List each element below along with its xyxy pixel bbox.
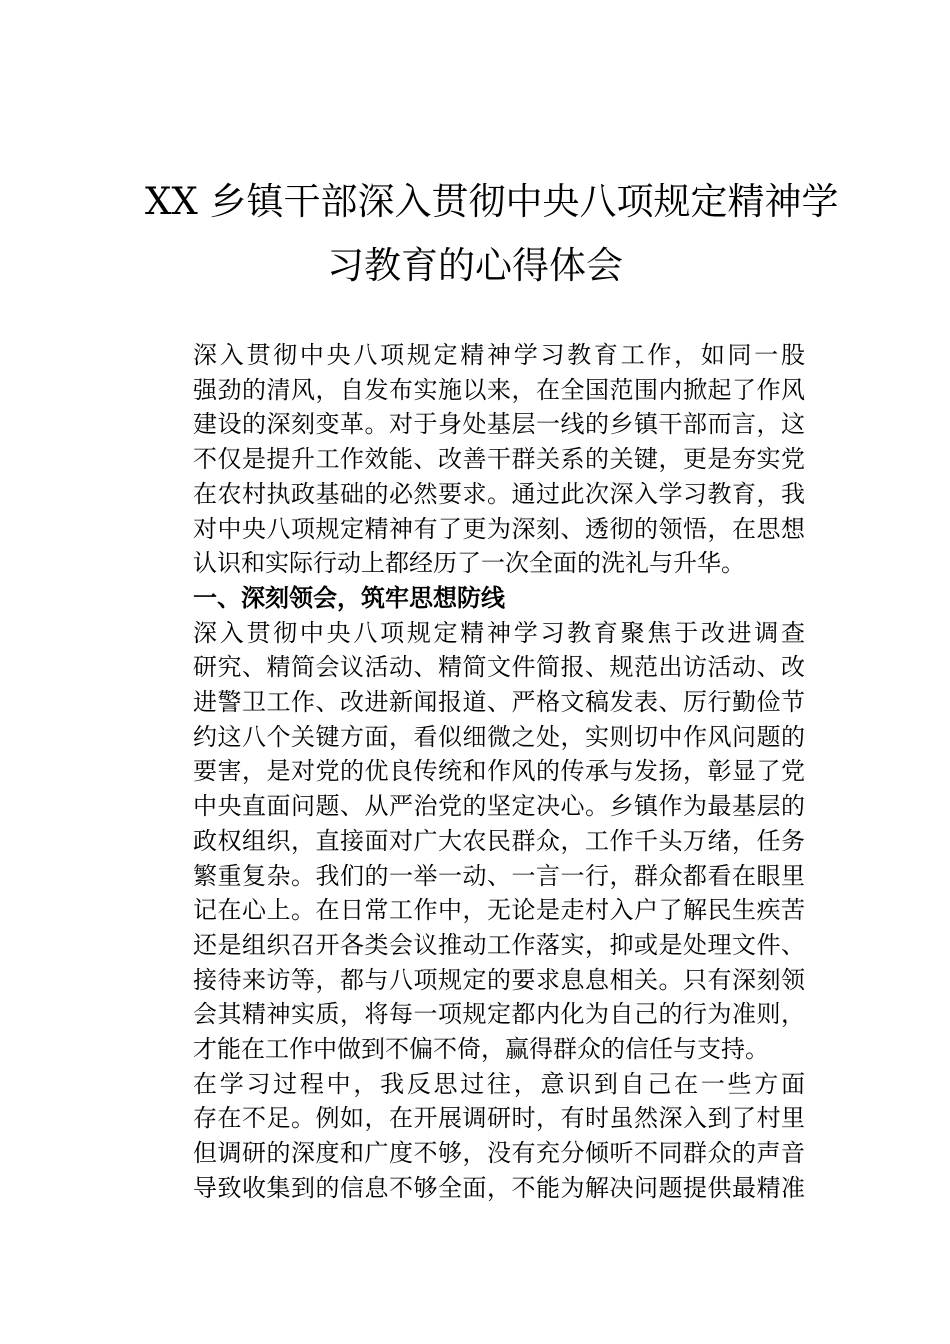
- text-line: 对中央八项规定精神有了更为深刻、透彻的领悟，在思想: [193, 514, 805, 543]
- text-line: 存在不足。例如，在开展调研时，有时虽然深入到了村里: [193, 1104, 805, 1133]
- text-line: 强劲的清风，自发布实施以来，在全国范围内掀起了作风: [193, 375, 805, 404]
- text-line: 深入贯彻中央八项规定精神学习教育工作，如同一股: [193, 341, 805, 369]
- text-line: 在农村执政基础的必然要求。通过此次深入学习教育，我: [193, 479, 805, 508]
- text-line: 导致收集到的信息不够全面，不能为解决问题提供最精准: [193, 1173, 805, 1202]
- text-line: 繁重复杂。我们的一举一动、一言一行，群众都看在眼里: [193, 861, 805, 890]
- text-line: 会其精神实质，将每一项规定都内化为自己的行为准则，: [193, 1000, 805, 1029]
- text-line: 深入贯彻中央八项规定精神学习教育聚焦于改进调查: [193, 618, 805, 647]
- title-line-2: 习教育的心得体会: [327, 244, 623, 287]
- text-line: 研究、精简会议活动、精简文件简报、规范出访活动、改: [193, 653, 805, 682]
- text-line: 认识和实际行动上都经历了一次全面的洗礼与升华。: [193, 549, 745, 578]
- paragraph-reflection: [145, 1067, 805, 1206]
- document-title: [145, 170, 839, 298]
- section-heading: 一、深刻领会，筑牢思想防线: [193, 583, 505, 612]
- text-line: 约这八个关键方面，看似细微之处，实则切中作风问题的: [193, 722, 805, 751]
- title-line-1: XX 乡镇干部深入贯彻中央八项规定精神学: [145, 180, 839, 223]
- document-body: [145, 338, 805, 1206]
- text-line: 政权组织，直接面对广大农民群众，工作千头万绪，任务: [193, 826, 805, 855]
- text-line: 还是组织召开各类会议推动工作落实，抑或是处理文件、: [193, 930, 805, 959]
- text-line: 进警卫工作、改进新闻报道、严格文稿发表、厉行勤俭节: [193, 688, 805, 717]
- text-line: 但调研的深度和广度不够，没有充分倾听不同群众的声音: [193, 1139, 805, 1168]
- text-line: 在学习过程中，我反思过往，意识到自己在一些方面: [193, 1069, 805, 1098]
- paragraph-intro: [145, 338, 805, 581]
- paragraph-section-1: [145, 616, 805, 1067]
- text-line: 记在心上。在日常工作中，无论是走村入户了解民生疾苦: [193, 896, 805, 925]
- text-line: 才能在工作中做到不偏不倚，赢得群众的信任与支持。: [193, 1035, 769, 1064]
- text-line: 建设的深刻变革。对于身处基层一线的乡镇干部而言，这: [193, 410, 805, 439]
- text-line: 要害，是对党的优良传统和作风的传承与发扬，彰显了党: [193, 757, 805, 786]
- text-line: 中央直面问题、从严治党的坚定决心。乡镇作为最基层的: [193, 792, 805, 821]
- text-line: 不仅是提升工作效能、改善干群关系的关键，更是夯实党: [193, 445, 805, 474]
- text-line: 接待来访等，都与八项规定的要求息息相关。只有深刻领: [193, 965, 805, 994]
